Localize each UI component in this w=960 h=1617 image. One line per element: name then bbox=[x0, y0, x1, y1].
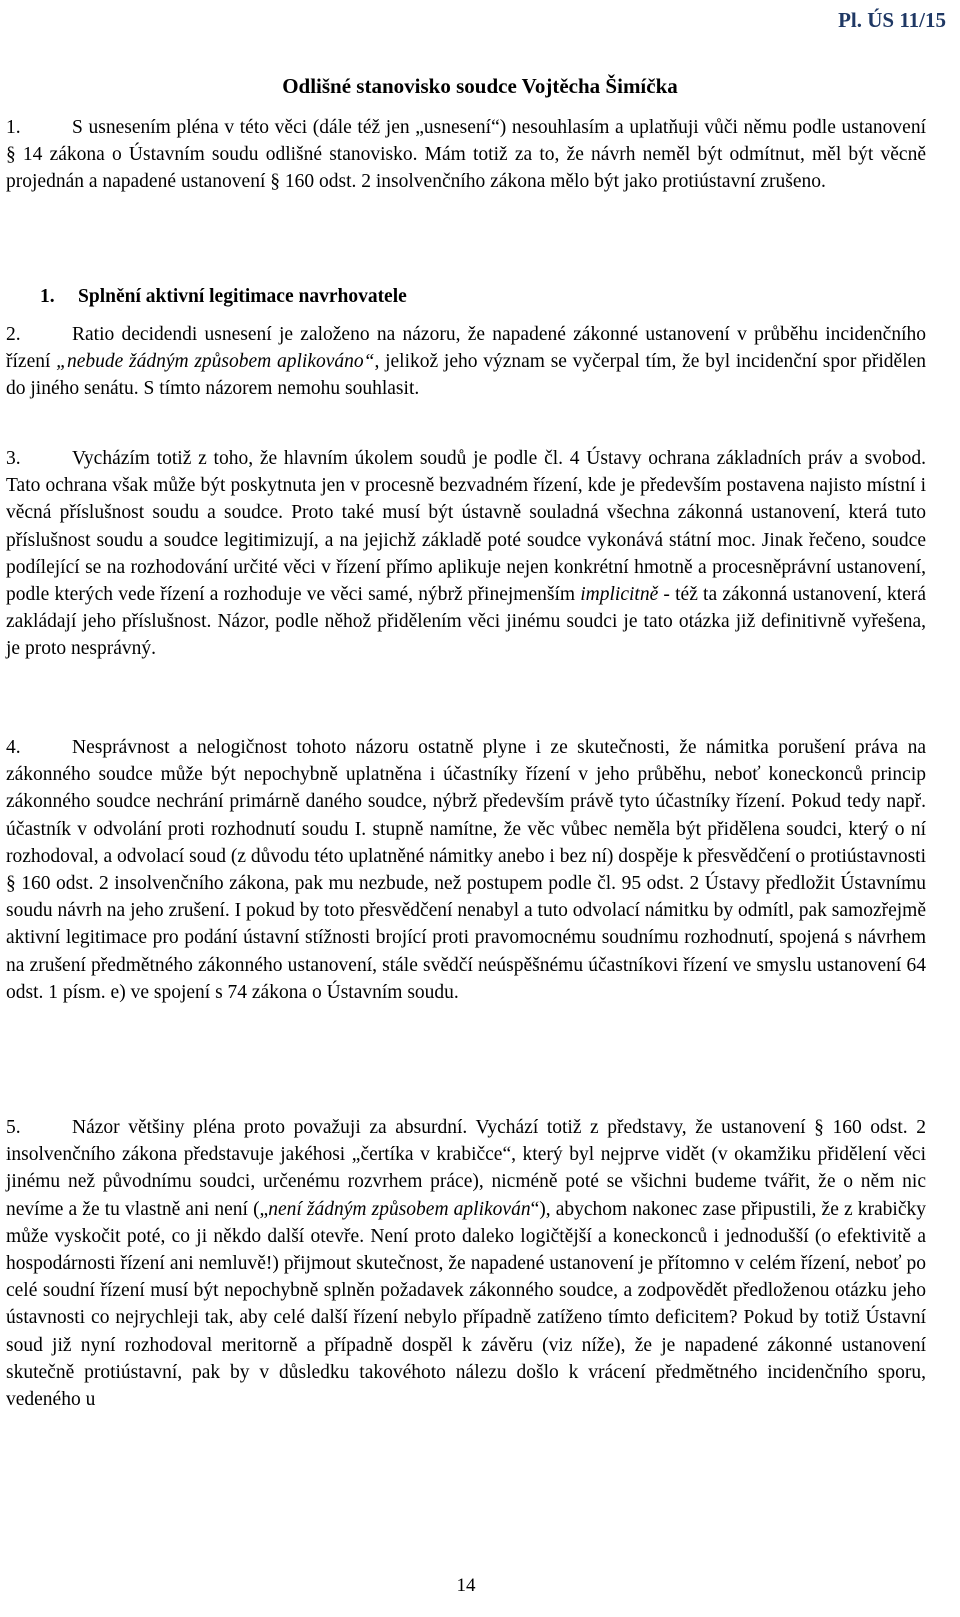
paragraph-2 bbox=[6, 321, 926, 403]
paragraph-text: , jelikož jeho význam se vyčerpal tím, že byl incidenční spor přidělen do jiného senátu. S tímto názorem nemohu souhlasit. bbox=[6, 351, 927, 400]
paragraph-number: 4. bbox=[6, 737, 21, 758]
paragraph-emphasis: „nebude žádným způsobem aplikováno“ bbox=[56, 351, 375, 373]
paragraph-number: 2. bbox=[6, 324, 21, 345]
paragraph-emphasis: není žádným způsobem aplikován bbox=[268, 1198, 531, 1220]
paragraph-text: Ratio decidendi usnesení je založeno na názoru, že napadené zákonné ustanovení v průběhu incidenčního řízení bbox=[6, 324, 926, 373]
case-reference: Pl. ÚS 11/15 bbox=[838, 8, 946, 32]
paragraph-5 bbox=[6, 1114, 926, 1413]
paragraph-text: - též ta zákonná ustanovení, která zakládají jeho příslušnost. Názor, podle něhož přidělením věci jinému soudci je tato otázka již definitivně vyřešena, je proto nesprávný. bbox=[6, 584, 927, 660]
paragraph-text: Vycházím totiž z toho, že hlavním úkolem soudů je podle čl. 4 Ústavy ochrana základních práv a svobod. Tato ochrana však může být poskytnuta jen v procesně bezvadném řízení, kde je především postavena najisto místní i věcná příslušnost soudu a soudce. Proto také musí být ústavně souladná všechna zákonná ustanovení, která tuto příslušnost soudu a soudce legitimizují, a na jejichž základě poté soudce vykonává státní moc. Jinak řečeno, soudce podílející se na rozhodování určité věci v řízení přímo aplikuje nejen konkrétní hmotně a procesněprávní ustanovení, podle kterých vede řízení a rozhoduje ve věci samé, nýbrž přinejmenším bbox=[6, 448, 926, 606]
paragraph-number: 3. bbox=[6, 448, 21, 469]
paragraph-number: 5. bbox=[6, 1117, 21, 1138]
section-number: 1. bbox=[40, 286, 55, 307]
paragraph-number: 1. bbox=[6, 117, 21, 138]
page-number: 14 bbox=[456, 1575, 476, 1596]
paragraph-4 bbox=[6, 734, 926, 1006]
paragraph-1 bbox=[6, 114, 926, 196]
section-title: Splnění aktivní legitimace navrhovatele bbox=[78, 286, 407, 307]
paragraph-emphasis: implicitně bbox=[580, 584, 659, 606]
paragraph-text: Názor většiny pléna proto považuji za absurdní. Vychází totiž z představy, že ustanovení § 160 odst. 2 insolvenčního zákona představuje jakéhosi „čertíka v krabičce“, který byl nejprve vidět (v okamžiku přidělení věci jinému než původnímu soudci, určenému rozvrhem práce), nicméně poté se všichni budeme tvářit, že o něm nic nevíme a že tu vlastně ani není („ bbox=[6, 1117, 926, 1220]
section-heading bbox=[40, 286, 407, 308]
page-title: Odlišné stanovisko soudce Vojtěcha Šimíčka bbox=[282, 74, 678, 98]
paragraph-text: S usnesením pléna v této věci (dále též jen „usnesení“) nesouhlasím a uplatňuji vůči němu podle ustanovení § 14 zákona o Ústavním soudu odlišné stanovisko. Mám totiž za to, že návrh neměl být odmítnut, měl být věcně projednán a napadené ustanovení § 160 odst. 2 insolvenčního zákona mělo být jako protiústavní zrušeno. bbox=[6, 117, 926, 193]
paragraph-text: Nesprávnost a nelogičnost tohoto názoru ostatně plyne i ze skutečnosti, že námitka porušení práva na zákonného soudce může být nepochybně uplatněna i účastníky řízení v jeho průběhu, neboť koneckonců princip zákonného soudce nechrání primárně daného soudce, nýbrž především právě tyto účastníky řízení. Pokud tedy např. účastník v odvolání proti rozhodnutí soudu I. stupně namítne, že věc vůbec neměla být přidělena soudci, který o ní rozhodoval, a odvolací soud (z důvodu této uplatněné námitky anebo i bez ní) dospěje k přesvědčení o protiústavnosti § 160 odst. 2 insolvenčního zákona, pak mu nezbude, než postupem podle čl. 95 odst. 2 Ústavy předložit Ústavnímu soudu návrh na jeho zrušení. I pokud by toto přesvědčení nenabyl a tuto odvolací námitku by odmítl, pak samozřejmě aktivní legitimace pro podání ústavní stížnosti brojící proti pravomocnému soudnímu rozhodnutí, spojená s návrhem na zrušení předmětného zákonného ustanovení, stále svědčí neúspěšnému účastníkovi řízení ve smyslu ustanovení 64 odst. 1 písm. e) ve spojení s 74 zákona o Ústavním soudu. bbox=[6, 737, 926, 1003]
paragraph-3 bbox=[6, 445, 926, 663]
paragraph-text: “), abychom nakonec zase připustili, že z krabičky může vyskočit poté, co ji někdo další otevře. Není proto daleko logičtější a koneckonců i jednodušší (o efektivitě a hospodárnosti řízení ani nemluvě!) přijmout skutečnost, že napadené ustanovení je přítomno v celém řízení, neboť po celé soudní řízení musí být nepochybně splněn požadavek zákonného soudce, a zodpovědět předloženou otázku jeho ústavnosti co nejrychleji tak, aby celé další řízení nebylo případně zatíženo tímto deficitem? Pokud by totiž Ústavní soud již nyní rozhodoval meritorně a případně dospěl k závěru (viz níže), že je napadené zákonné ustanovení skutečně protiústavní, pak by v důsledku takovéhoto nálezu došlo k vrácení předmětného incidenčního sporu, vedeného u bbox=[6, 1198, 926, 1411]
